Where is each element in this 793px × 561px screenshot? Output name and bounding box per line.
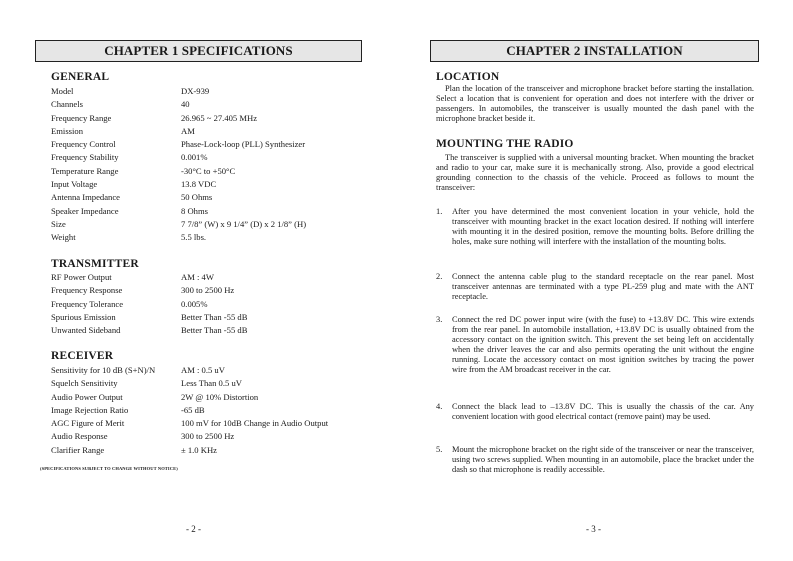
spec-row — [51, 231, 306, 244]
spec-row — [51, 404, 328, 417]
step-text: Connect the black lead to –13.8V DC. This is usually the chassis of the car. Any convenient location with good electrical contact (remove paint) may be used. — [452, 402, 754, 421]
spec-row — [51, 430, 328, 443]
spec-label: Temperature Range — [51, 165, 119, 176]
spec-value: 2W @ 10% Distortion — [181, 391, 259, 402]
spec-row — [51, 324, 247, 337]
spec-value: 0.005% — [181, 298, 208, 309]
location-heading: LOCATION — [436, 71, 500, 83]
spec-label: AGC Figure of Merit — [51, 418, 125, 429]
spec-row — [51, 178, 306, 191]
spec-row — [51, 125, 306, 138]
spec-label: Speaker Impedance — [51, 205, 119, 216]
step-text: Connect the red DC power input wire (with the fuse) to +13.8V DC. This wire extends from the rear panel. In automobile installation, +13.8V DC is usually obtained from the accessory contact on the ignition switch. This prevent the set being left on accidentally when the driver leaves the car and also permits operating the unit without the engine running. Locate the accessory contact on most ignition switches by tracing the power wire from the AM broadcast receiver in the car. — [452, 315, 754, 374]
step-item — [436, 315, 754, 375]
spec-label: Channels — [51, 99, 83, 110]
specifications-footnote: (SPECIFICATIONS SUBJECT TO CHANGE WITHOUT NOTICE) — [40, 466, 178, 471]
step-item — [436, 402, 754, 422]
chapter-1-title: CHAPTER 1 SPECIFICATIONS — [35, 40, 362, 62]
transmitter-heading: TRANSMITTER — [51, 258, 139, 270]
spec-label: Weight — [51, 232, 76, 243]
spec-value: AM — [181, 125, 195, 136]
spec-label: Frequency Response — [51, 285, 123, 296]
receiver-heading: RECEIVER — [51, 350, 114, 362]
spec-value: 7 7/8” (W) x 9 1/4” (D) x 2 1/8” (H) — [181, 218, 307, 229]
step-number: 3. — [436, 315, 443, 324]
spec-value: -30°C to +50°C — [181, 165, 236, 176]
left-page — [0, 0, 396, 561]
step-number: 5. — [436, 445, 443, 454]
step-number: 4. — [436, 402, 443, 411]
spec-row — [51, 284, 247, 297]
right-page — [397, 0, 793, 561]
spec-row — [51, 165, 306, 178]
receiver-spec-list — [51, 364, 328, 457]
spec-label: Frequency Stability — [51, 152, 119, 163]
spec-label: Audio Response — [51, 431, 108, 442]
spec-value: 0.001% — [181, 152, 208, 163]
spec-row — [51, 271, 247, 284]
spec-value: Less Than 0.5 uV — [181, 378, 242, 389]
spec-row — [51, 364, 328, 377]
spec-label: Frequency Tolerance — [51, 298, 124, 309]
spec-label: Clarifier Range — [51, 444, 105, 455]
spec-label: Input Voltage — [51, 179, 98, 190]
spec-row — [51, 311, 247, 324]
spec-value: 13.8 VDC — [181, 179, 217, 190]
step-text: Connect the antenna cable plug to the standard receptacle on the rear panel. Most transceiver antennas are terminated with a type PL-259 plug and mate with the ANT receptacle. — [452, 272, 754, 301]
mounting-paragraph: The transceiver is supplied with a universal mounting bracket. When mounting the bracket and radio to your car, make sure it is mechanically strong. Also, provide a good electrical grounding connection to the chassis of the vehicle. Proceed as follows to mount the transceiver: — [436, 153, 754, 192]
spec-value: 300 to 2500 Hz — [181, 285, 235, 296]
spec-value: 50 Ohms — [181, 192, 213, 203]
spec-label: Image Rejection Ratio — [51, 404, 129, 415]
spec-value: AM : 4W — [181, 272, 214, 282]
spec-row — [51, 112, 306, 125]
spec-row — [51, 85, 306, 98]
spec-row — [51, 151, 306, 164]
spec-label: Audio Power Output — [51, 391, 123, 402]
spec-row — [51, 205, 306, 218]
spec-label: Antenna Impedance — [51, 192, 120, 203]
spec-label: Sensitivity for 10 dB (S+N)/N — [51, 365, 156, 375]
step-item — [436, 272, 754, 302]
spec-label: Frequency Range — [51, 112, 112, 123]
spec-row — [51, 298, 247, 311]
spec-value: ± 1.0 KHz — [181, 444, 217, 455]
spec-value: 26.965 ~ 27.405 MHz — [181, 112, 258, 123]
spec-row — [51, 218, 306, 231]
spec-row — [51, 98, 306, 111]
general-spec-list — [51, 85, 306, 245]
spec-label: Emission — [51, 125, 83, 136]
spec-value: 5.5 lbs. — [181, 232, 207, 243]
location-paragraph: Plan the location of the transceiver and microphone bracket before starting the installation. Select a location that is convenient for operation and does not interfere with the driver or passengers. In automobiles, the transceiver is usually mounted the dash panel with the microphone bracket beside it. — [436, 84, 754, 123]
step-text: After you have determined the most convenient location in your vehicle, hold the transceiver with mounting bracket in the exact location desired. If nothing will interfere with mounting it in the desired position, remove the mounting bolts. Before drilling the holes, make sure nothing will interfere with the installation of the mounting bolts. — [452, 207, 754, 246]
step-number: 2. — [436, 272, 443, 281]
spec-value: -65 dB — [181, 404, 205, 415]
spec-value: AM : 0.5 uV — [181, 365, 225, 375]
mounting-heading: MOUNTING THE RADIO — [436, 138, 574, 150]
spec-row — [51, 417, 328, 430]
spec-label: Frequency Control — [51, 139, 116, 150]
spec-row — [51, 444, 328, 457]
spec-value: Phase-Lock-loop (PLL) Synthesizer — [181, 139, 306, 150]
spec-value: DX-939 — [181, 86, 210, 96]
step-item — [436, 445, 754, 475]
spec-label: RF Power Output — [51, 272, 112, 282]
general-heading: GENERAL — [51, 71, 110, 83]
spec-label: Unwanted Sideband — [51, 325, 121, 336]
step-item — [436, 207, 754, 247]
spec-value: 40 — [181, 99, 190, 110]
spec-label: Squelch Sensitivity — [51, 378, 118, 389]
spec-label: Spurious Emission — [51, 311, 116, 322]
spec-value: Better Than -55 dB — [181, 311, 248, 322]
spec-label: Size — [51, 218, 66, 229]
page-number-left: - 2 - — [186, 524, 201, 534]
spec-row — [51, 191, 306, 204]
spec-row — [51, 377, 328, 390]
spec-value: 100 mV for 10dB Change in Audio Output — [181, 418, 329, 429]
spec-value: Better Than -55 dB — [181, 325, 248, 336]
page-number-right: - 3 - — [586, 524, 601, 534]
spec-value: 8 Ohms — [181, 205, 208, 216]
transmitter-spec-list — [51, 271, 247, 337]
spec-value: 300 to 2500 Hz — [181, 431, 235, 442]
spec-row — [51, 391, 328, 404]
spec-row — [51, 138, 306, 151]
step-text: Mount the microphone bracket on the right side of the transceiver or near the transceiver, using two screws supplied. When mounting in an automobile, place the bracket under the dash so that microphone is readily accessible. — [452, 445, 754, 474]
chapter-2-title: CHAPTER 2 INSTALLATION — [430, 40, 759, 62]
step-number: 1. — [436, 207, 443, 216]
spec-label: Model — [51, 86, 74, 96]
